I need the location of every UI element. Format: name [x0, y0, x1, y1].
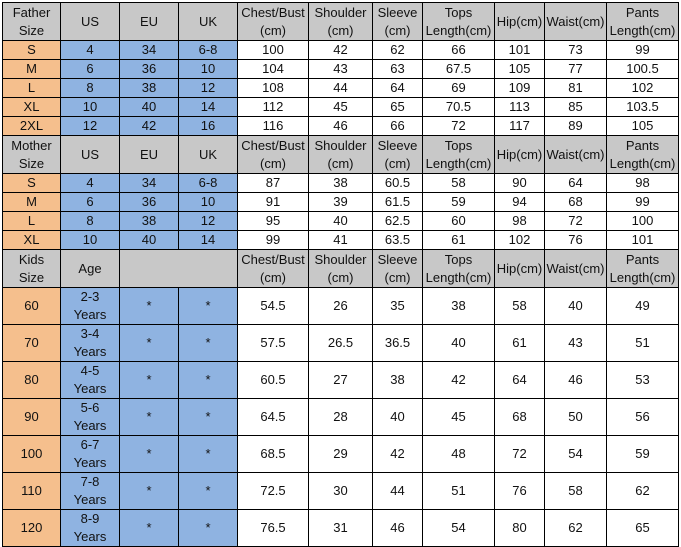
hip-cell: 90	[495, 174, 545, 193]
sleeve-cell: 66	[373, 117, 423, 136]
header-hip: Hip(cm)	[495, 136, 545, 174]
sleeve-cell: 60.5	[373, 174, 423, 193]
size-cell: 80	[3, 362, 61, 399]
table-row	[3, 174, 679, 193]
eu-cell: 38	[120, 212, 179, 231]
header-shoulder: Shoulder (cm)	[309, 3, 373, 41]
shoulder-cell: 38	[309, 174, 373, 193]
shoulder-cell: 45	[309, 98, 373, 117]
hip-cell: 76	[495, 473, 545, 510]
hip-cell: 117	[495, 117, 545, 136]
waist-cell: 77	[545, 60, 607, 79]
sleeve-cell: 64	[373, 79, 423, 98]
waist-cell: 58	[545, 473, 607, 510]
hip-cell: 61	[495, 325, 545, 362]
header-shoulder: Shoulder (cm)	[309, 250, 373, 288]
header-waist: Waist(cm)	[545, 136, 607, 174]
sleeve-cell: 44	[373, 473, 423, 510]
shoulder-cell: 28	[309, 399, 373, 436]
age-cell: 3-4 Years	[61, 325, 120, 362]
us-cell: 4	[61, 41, 120, 60]
tops-cell: 72	[423, 117, 495, 136]
pants-cell: 56	[607, 399, 679, 436]
shoulder-cell: 31	[309, 510, 373, 547]
us-cell: 12	[61, 117, 120, 136]
us-cell: 8	[61, 212, 120, 231]
size-cell: M	[3, 193, 61, 212]
blank-cell: *	[120, 436, 179, 473]
eu-cell: 36	[120, 193, 179, 212]
table-row	[3, 399, 679, 436]
sleeve-cell: 62.5	[373, 212, 423, 231]
size-cell: XL	[3, 231, 61, 250]
shoulder-cell: 41	[309, 231, 373, 250]
size-cell: L	[3, 79, 61, 98]
shoulder-cell: 26	[309, 288, 373, 325]
header-sleeve: Sleeve (cm)	[373, 136, 423, 174]
header-eu: EU	[120, 3, 179, 41]
uk-cell: 6-8	[179, 41, 238, 60]
tops-cell: 58	[423, 174, 495, 193]
hip-cell: 72	[495, 436, 545, 473]
pants-cell: 100	[607, 212, 679, 231]
blank-cell: *	[120, 325, 179, 362]
waist-cell: 64	[545, 174, 607, 193]
pants-cell: 100.5	[607, 60, 679, 79]
header-shoulder: Shoulder (cm)	[309, 136, 373, 174]
chest-cell: 91	[238, 193, 309, 212]
chest-cell: 54.5	[238, 288, 309, 325]
tops-cell: 59	[423, 193, 495, 212]
table-row	[3, 79, 679, 98]
age-cell: 7-8 Years	[61, 473, 120, 510]
waist-cell: 76	[545, 231, 607, 250]
chest-cell: 68.5	[238, 436, 309, 473]
header-us: US	[61, 136, 120, 174]
waist-cell: 89	[545, 117, 607, 136]
chest-cell: 104	[238, 60, 309, 79]
tops-cell: 60	[423, 212, 495, 231]
us-cell: 8	[61, 79, 120, 98]
blank-cell: *	[179, 473, 238, 510]
tops-cell: 69	[423, 79, 495, 98]
sleeve-cell: 35	[373, 288, 423, 325]
hip-cell: 102	[495, 231, 545, 250]
header-chest: Chest/Bust (cm)	[238, 250, 309, 288]
waist-cell: 50	[545, 399, 607, 436]
shoulder-cell: 40	[309, 212, 373, 231]
age-cell: 2-3 Years	[61, 288, 120, 325]
header-hip: Hip(cm)	[495, 3, 545, 41]
waist-cell: 54	[545, 436, 607, 473]
age-cell: 8-9 Years	[61, 510, 120, 547]
header-tops-length: Tops Length(cm)	[423, 136, 495, 174]
waist-cell: 73	[545, 41, 607, 60]
pants-cell: 49	[607, 288, 679, 325]
mother-header-row	[3, 136, 679, 174]
tops-cell: 42	[423, 362, 495, 399]
header-sleeve: Sleeve (cm)	[373, 250, 423, 288]
eu-cell: 38	[120, 79, 179, 98]
us-cell: 4	[61, 174, 120, 193]
hip-cell: 105	[495, 60, 545, 79]
sleeve-cell: 63.5	[373, 231, 423, 250]
header-pants-length: Pants Length(cm)	[607, 136, 679, 174]
header-uk: UK	[179, 136, 238, 174]
header-uk: UK	[179, 3, 238, 41]
shoulder-cell: 42	[309, 41, 373, 60]
kids-size-label: Kids Size	[3, 250, 61, 288]
shoulder-cell: 27	[309, 362, 373, 399]
header-blank	[120, 250, 238, 288]
kids-header-row	[3, 250, 679, 288]
us-cell: 10	[61, 231, 120, 250]
chest-cell: 72.5	[238, 473, 309, 510]
age-cell: 4-5 Years	[61, 362, 120, 399]
waist-cell: 68	[545, 193, 607, 212]
table-row	[3, 510, 679, 547]
eu-cell: 36	[120, 60, 179, 79]
pants-cell: 65	[607, 510, 679, 547]
waist-cell: 43	[545, 325, 607, 362]
chest-cell: 116	[238, 117, 309, 136]
hip-cell: 113	[495, 98, 545, 117]
uk-cell: 16	[179, 117, 238, 136]
sleeve-cell: 62	[373, 41, 423, 60]
us-cell: 6	[61, 60, 120, 79]
table-row	[3, 362, 679, 399]
size-cell: 2XL	[3, 117, 61, 136]
chest-cell: 112	[238, 98, 309, 117]
blank-cell: *	[179, 325, 238, 362]
size-cell: XL	[3, 98, 61, 117]
header-chest: Chest/Bust (cm)	[238, 136, 309, 174]
shoulder-cell: 43	[309, 60, 373, 79]
sleeve-cell: 65	[373, 98, 423, 117]
father-header-row	[3, 3, 679, 41]
sleeve-cell: 46	[373, 510, 423, 547]
eu-cell: 40	[120, 231, 179, 250]
pants-cell: 51	[607, 325, 679, 362]
chest-cell: 76.5	[238, 510, 309, 547]
us-cell: 6	[61, 193, 120, 212]
blank-cell: *	[120, 362, 179, 399]
eu-cell: 40	[120, 98, 179, 117]
blank-cell: *	[179, 436, 238, 473]
header-tops-length: Tops Length(cm)	[423, 3, 495, 41]
waist-cell: 85	[545, 98, 607, 117]
size-cell: S	[3, 174, 61, 193]
tops-cell: 48	[423, 436, 495, 473]
eu-cell: 34	[120, 174, 179, 193]
tops-cell: 66	[423, 41, 495, 60]
size-cell: 70	[3, 325, 61, 362]
sleeve-cell: 36.5	[373, 325, 423, 362]
father-size-label: Father Size	[3, 3, 61, 41]
sleeve-cell: 61.5	[373, 193, 423, 212]
shoulder-cell: 26.5	[309, 325, 373, 362]
us-cell: 10	[61, 98, 120, 117]
shoulder-cell: 30	[309, 473, 373, 510]
hip-cell: 80	[495, 510, 545, 547]
sleeve-cell: 63	[373, 60, 423, 79]
hip-cell: 68	[495, 399, 545, 436]
pants-cell: 105	[607, 117, 679, 136]
pants-cell: 102	[607, 79, 679, 98]
uk-cell: 12	[179, 212, 238, 231]
chest-cell: 108	[238, 79, 309, 98]
waist-cell: 46	[545, 362, 607, 399]
table-row	[3, 60, 679, 79]
age-cell: 6-7 Years	[61, 436, 120, 473]
size-cell: S	[3, 41, 61, 60]
age-cell: 5-6 Years	[61, 399, 120, 436]
uk-cell: 10	[179, 60, 238, 79]
hip-cell: 58	[495, 288, 545, 325]
tops-cell: 45	[423, 399, 495, 436]
blank-cell: *	[179, 399, 238, 436]
pants-cell: 62	[607, 473, 679, 510]
chest-cell: 64.5	[238, 399, 309, 436]
size-cell: 100	[3, 436, 61, 473]
tops-cell: 38	[423, 288, 495, 325]
uk-cell: 6-8	[179, 174, 238, 193]
sleeve-cell: 40	[373, 399, 423, 436]
header-waist: Waist(cm)	[545, 250, 607, 288]
blank-cell: *	[120, 510, 179, 547]
tops-cell: 40	[423, 325, 495, 362]
table-row	[3, 98, 679, 117]
size-cell: 120	[3, 510, 61, 547]
uk-cell: 10	[179, 193, 238, 212]
pants-cell: 99	[607, 193, 679, 212]
pants-cell: 103.5	[607, 98, 679, 117]
table-row	[3, 41, 679, 60]
uk-cell: 14	[179, 98, 238, 117]
blank-cell: *	[179, 510, 238, 547]
uk-cell: 12	[179, 79, 238, 98]
size-chart-table	[2, 2, 679, 547]
hip-cell: 109	[495, 79, 545, 98]
sleeve-cell: 42	[373, 436, 423, 473]
header-hip: Hip(cm)	[495, 250, 545, 288]
chest-cell: 87	[238, 174, 309, 193]
table-row	[3, 117, 679, 136]
waist-cell: 81	[545, 79, 607, 98]
chest-cell: 99	[238, 231, 309, 250]
shoulder-cell: 29	[309, 436, 373, 473]
size-cell: 60	[3, 288, 61, 325]
table-row	[3, 325, 679, 362]
waist-cell: 40	[545, 288, 607, 325]
pants-cell: 59	[607, 436, 679, 473]
hip-cell: 94	[495, 193, 545, 212]
header-pants-length: Pants Length(cm)	[607, 3, 679, 41]
table-row	[3, 288, 679, 325]
blank-cell: *	[179, 362, 238, 399]
blank-cell: *	[179, 288, 238, 325]
blank-cell: *	[120, 399, 179, 436]
tops-cell: 67.5	[423, 60, 495, 79]
size-cell: L	[3, 212, 61, 231]
eu-cell: 42	[120, 117, 179, 136]
header-waist: Waist(cm)	[545, 3, 607, 41]
header-eu: EU	[120, 136, 179, 174]
tops-cell: 51	[423, 473, 495, 510]
table-row	[3, 193, 679, 212]
table-row	[3, 473, 679, 510]
pants-cell: 99	[607, 41, 679, 60]
shoulder-cell: 39	[309, 193, 373, 212]
uk-cell: 14	[179, 231, 238, 250]
tops-cell: 70.5	[423, 98, 495, 117]
shoulder-cell: 46	[309, 117, 373, 136]
waist-cell: 62	[545, 510, 607, 547]
chest-cell: 57.5	[238, 325, 309, 362]
pants-cell: 101	[607, 231, 679, 250]
hip-cell: 101	[495, 41, 545, 60]
header-tops-length: Tops Length(cm)	[423, 250, 495, 288]
header-sleeve: Sleeve (cm)	[373, 3, 423, 41]
eu-cell: 34	[120, 41, 179, 60]
header-age: Age	[61, 250, 120, 288]
size-cell: 110	[3, 473, 61, 510]
header-us: US	[61, 3, 120, 41]
header-pants-length: Pants Length(cm)	[607, 250, 679, 288]
hip-cell: 64	[495, 362, 545, 399]
table-row	[3, 231, 679, 250]
chest-cell: 95	[238, 212, 309, 231]
tops-cell: 54	[423, 510, 495, 547]
mother-size-label: Mother Size	[3, 136, 61, 174]
table-row	[3, 212, 679, 231]
sleeve-cell: 38	[373, 362, 423, 399]
hip-cell: 98	[495, 212, 545, 231]
waist-cell: 72	[545, 212, 607, 231]
header-chest: Chest/Bust (cm)	[238, 3, 309, 41]
pants-cell: 98	[607, 174, 679, 193]
size-cell: 90	[3, 399, 61, 436]
pants-cell: 53	[607, 362, 679, 399]
blank-cell: *	[120, 473, 179, 510]
size-cell: M	[3, 60, 61, 79]
shoulder-cell: 44	[309, 79, 373, 98]
tops-cell: 61	[423, 231, 495, 250]
blank-cell: *	[120, 288, 179, 325]
table-row	[3, 436, 679, 473]
chest-cell: 100	[238, 41, 309, 60]
chest-cell: 60.5	[238, 362, 309, 399]
